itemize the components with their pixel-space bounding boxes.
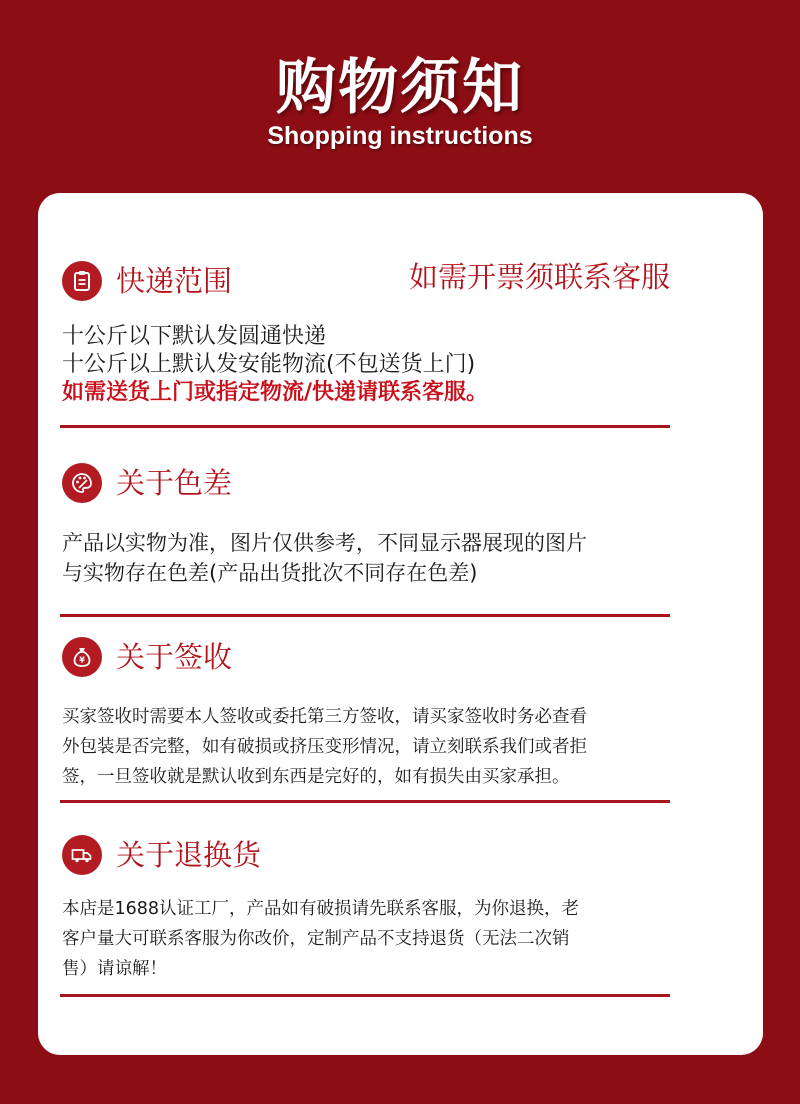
svg-text:¥: ¥ <box>79 655 85 665</box>
body-line: 客户量大可联系客服为你改价，定制产品不支持退货（无法二次销 <box>62 929 570 949</box>
section-title: 关于色差 <box>116 466 233 500</box>
page-subtitle: Shopping instructions <box>267 122 533 150</box>
palette-icon <box>62 463 102 503</box>
section-header <box>62 832 670 882</box>
body-line: 与实物存在色差(产品出货批次不同存在色差) <box>62 561 478 585</box>
delivery-truck-icon <box>62 835 102 875</box>
clipboard-icon <box>62 261 102 301</box>
section-header <box>62 460 670 510</box>
section-title: 关于签收 <box>116 640 233 674</box>
section-shipping-scope <box>62 258 670 407</box>
body-line-highlight: 如需送货上门或指定物流/快递请联系客服。 <box>62 380 489 405</box>
body-line: 签，一旦签收就是默认收到东西是完好的，如有损失由买家承担。 <box>62 767 570 787</box>
section-returns <box>62 832 670 984</box>
body-line: 十公斤以下默认发圆通快递 <box>62 324 327 349</box>
body-line: 售）请谅解！ <box>62 959 167 979</box>
section-signing <box>62 634 670 792</box>
section-header <box>62 634 670 684</box>
section-divider <box>60 425 670 428</box>
header <box>0 0 800 190</box>
section-body <box>62 894 670 984</box>
section-divider <box>60 994 670 997</box>
section-body <box>62 528 670 588</box>
page-title: 购物须知 <box>276 53 524 123</box>
section-header <box>62 258 670 308</box>
money-bag-icon <box>62 637 102 677</box>
section-divider <box>60 614 670 617</box>
body-line: 外包装是否完整，如有破损或挤压变形情况，请立刻联系我们或者拒 <box>62 737 587 757</box>
section-title: 关于退换货 <box>116 838 262 872</box>
section-body <box>62 702 670 792</box>
body-line: 十公斤以上默认发安能物流(不包送货上门) <box>62 352 476 377</box>
section-body <box>62 323 670 407</box>
body-line: 买家签收时需要本人签收或委托第三方签收，请买家签收时务必查看 <box>62 707 587 727</box>
section-divider <box>60 800 670 803</box>
body-line: 产品以实物为准，图片仅供参考，不同显示器展现的图片 <box>62 531 587 555</box>
body-line: 本店是1688认证工厂，产品如有破损请先联系客服，为你退换，老 <box>62 899 580 919</box>
invoice-notice: 如需开票须联系客服 <box>408 260 670 294</box>
section-title: 快递范围 <box>116 264 233 298</box>
section-color-difference <box>62 460 670 588</box>
